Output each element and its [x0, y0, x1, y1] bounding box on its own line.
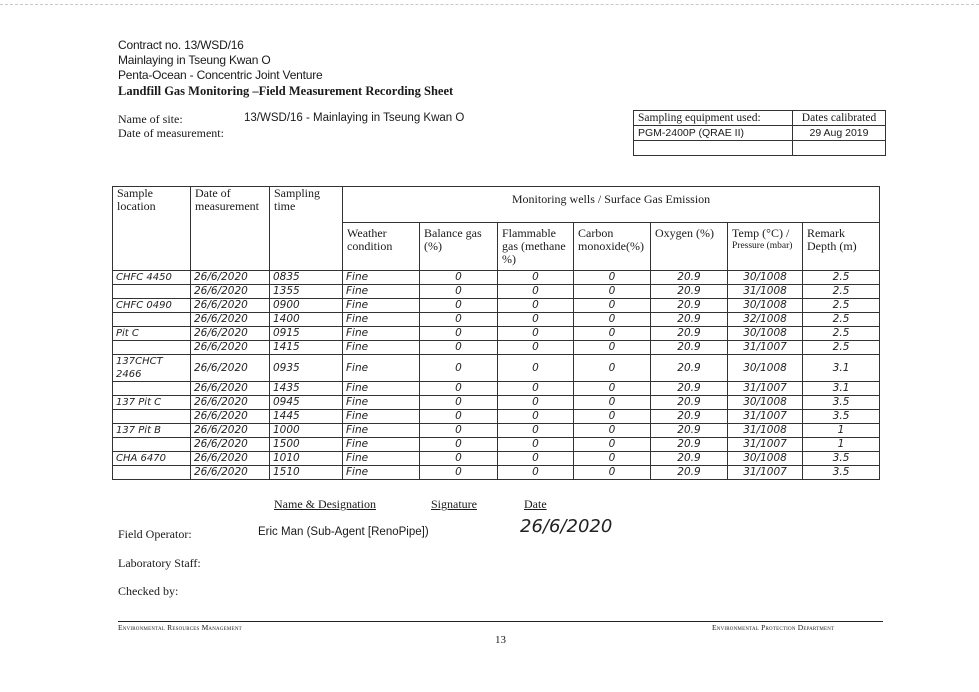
- cell-carbon-monoxide: 0: [574, 396, 651, 410]
- cell-carbon-monoxide: 0: [574, 327, 651, 341]
- header-remark: Remark: [807, 226, 845, 240]
- cell-carbon-monoxide: 0: [574, 452, 651, 466]
- cell-carbon-monoxide: 0: [574, 285, 651, 299]
- cell-date: 26/6/2020: [191, 424, 270, 438]
- cell-oxygen: 20.9: [651, 382, 728, 396]
- cell-location: [113, 466, 191, 480]
- cell-oxygen: 20.9: [651, 327, 728, 341]
- cell-carbon-monoxide: 0: [574, 438, 651, 452]
- cell-flammable-gas: 0: [498, 452, 574, 466]
- table-row: [113, 424, 880, 438]
- cell-carbon-monoxide: 0: [574, 299, 651, 313]
- cell-time: 1510: [270, 466, 343, 480]
- cell-balance-gas: 0: [420, 396, 498, 410]
- cell-location: CHA 6470: [113, 452, 191, 466]
- cell-location: CHFC 0490: [113, 299, 191, 313]
- cell-date: 26/6/2020: [191, 410, 270, 424]
- cell-depth: 2.5: [803, 285, 880, 299]
- header-pressure: Pressure (mbar): [732, 241, 793, 251]
- cell-depth: 3.1: [803, 355, 880, 382]
- cell-date: 26/6/2020: [191, 327, 270, 341]
- cell-balance-gas: 0: [420, 327, 498, 341]
- cell-depth: 3.5: [803, 466, 880, 480]
- site-name-label: Name of site:: [118, 112, 183, 126]
- field-operator-label: Field Operator:: [118, 527, 192, 541]
- table-row: [113, 396, 880, 410]
- cell-oxygen: 20.9: [651, 466, 728, 480]
- header-balance-gas: Balance gas (%): [420, 223, 498, 271]
- cell-time: 0945: [270, 396, 343, 410]
- header-carbon-monoxide: Carbon monoxide(%): [574, 223, 651, 271]
- cell-flammable-gas: 0: [498, 438, 574, 452]
- cell-temp-pressure: 32/1008: [728, 313, 803, 327]
- cell-date: 26/6/2020: [191, 299, 270, 313]
- cell-weather: Fine: [343, 466, 420, 480]
- cell-flammable-gas: 0: [498, 355, 574, 382]
- cell-time: 1000: [270, 424, 343, 438]
- cell-depth: 3.1: [803, 382, 880, 396]
- page-number: 13: [495, 634, 506, 646]
- cell-location: [113, 382, 191, 396]
- cell-date: 26/6/2020: [191, 382, 270, 396]
- cell-weather: Fine: [343, 327, 420, 341]
- cell-date: 26/6/2020: [191, 466, 270, 480]
- cell-time: 1435: [270, 382, 343, 396]
- cell-weather: Fine: [343, 299, 420, 313]
- cell-flammable-gas: 0: [498, 327, 574, 341]
- cell-flammable-gas: 0: [498, 396, 574, 410]
- cell-depth: 2.5: [803, 313, 880, 327]
- cell-temp-pressure: 31/1007: [728, 466, 803, 480]
- cell-weather: Fine: [343, 438, 420, 452]
- table-row: [113, 341, 880, 355]
- cell-balance-gas: 0: [420, 285, 498, 299]
- equipment-header: Sampling equipment used:: [634, 111, 793, 126]
- header-temp-pressure: [728, 223, 803, 271]
- cell-carbon-monoxide: 0: [574, 424, 651, 438]
- cell-temp-pressure: 30/1008: [728, 452, 803, 466]
- cell-location: [113, 410, 191, 424]
- cell-weather: Fine: [343, 410, 420, 424]
- cell-temp-pressure: 31/1007: [728, 438, 803, 452]
- cell-location: [113, 285, 191, 299]
- header-weather: Weather condition: [343, 223, 420, 271]
- cell-weather: Fine: [343, 271, 420, 285]
- calibrated-value: 29 Aug 2019: [793, 126, 886, 141]
- table-row: [113, 313, 880, 327]
- cell-date: 26/6/2020: [191, 285, 270, 299]
- cell-balance-gas: 0: [420, 341, 498, 355]
- cell-balance-gas: 0: [420, 410, 498, 424]
- cell-balance-gas: 0: [420, 299, 498, 313]
- cell-temp-pressure: 30/1008: [728, 396, 803, 410]
- table-row: [113, 438, 880, 452]
- cell-location: 137CHCT 2466: [113, 355, 191, 382]
- header-flammable-gas: Flammable gas (methane %): [498, 223, 574, 271]
- header-remark-depth: [803, 223, 880, 271]
- cell-balance-gas: 0: [420, 438, 498, 452]
- date-header: Date: [524, 497, 547, 511]
- table-row: [113, 466, 880, 480]
- cell-time: 1355: [270, 285, 343, 299]
- equipment-value: PGM-2400P (QRAE II): [634, 126, 793, 141]
- cell-depth: 2.5: [803, 299, 880, 313]
- cell-oxygen: 20.9: [651, 424, 728, 438]
- cell-balance-gas: 0: [420, 271, 498, 285]
- cell-location: 137 Pit C: [113, 396, 191, 410]
- cell-date: 26/6/2020: [191, 452, 270, 466]
- cell-flammable-gas: 0: [498, 313, 574, 327]
- cell-balance-gas: 0: [420, 355, 498, 382]
- cell-location: 137 Pit B: [113, 424, 191, 438]
- table-row: [113, 299, 880, 313]
- checked-by-label: Checked by:: [118, 584, 179, 598]
- cell-carbon-monoxide: 0: [574, 466, 651, 480]
- cell-oxygen: 20.9: [651, 355, 728, 382]
- cell-weather: Fine: [343, 424, 420, 438]
- cell-flammable-gas: 0: [498, 424, 574, 438]
- measurement-table: [112, 186, 880, 480]
- cell-balance-gas: 0: [420, 313, 498, 327]
- header-sample-location: Sample location: [113, 187, 191, 271]
- footer-left: Environmental Resources Management: [118, 623, 242, 632]
- signature-header: Signature: [431, 497, 477, 511]
- cell-oxygen: 20.9: [651, 410, 728, 424]
- cell-flammable-gas: 0: [498, 466, 574, 480]
- cell-location: CHFC 4450: [113, 271, 191, 285]
- cell-temp-pressure: 30/1008: [728, 355, 803, 382]
- cell-depth: 2.5: [803, 271, 880, 285]
- header-temp: Temp (°C) /: [732, 226, 790, 240]
- cell-depth: 3.5: [803, 410, 880, 424]
- table-row: [113, 285, 880, 299]
- cell-date: 26/6/2020: [191, 396, 270, 410]
- cell-carbon-monoxide: 0: [574, 271, 651, 285]
- table-row: [113, 355, 880, 382]
- cell-carbon-monoxide: 0: [574, 382, 651, 396]
- cell-date: 26/6/2020: [191, 271, 270, 285]
- cell-weather: Fine: [343, 452, 420, 466]
- name-designation-header: Name & Designation: [274, 497, 376, 511]
- cell-weather: Fine: [343, 341, 420, 355]
- cell-time: 0935: [270, 355, 343, 382]
- cell-oxygen: 20.9: [651, 341, 728, 355]
- cell-balance-gas: 0: [420, 466, 498, 480]
- calibrated-header: Dates calibrated: [793, 111, 886, 126]
- cell-time: 1415: [270, 341, 343, 355]
- cell-depth: 3.5: [803, 396, 880, 410]
- table-row: [113, 327, 880, 341]
- cell-temp-pressure: 30/1008: [728, 299, 803, 313]
- table-row: [113, 271, 880, 285]
- project-name: Mainlaying in Tseung Kwan O: [118, 53, 271, 67]
- cell-balance-gas: 0: [420, 452, 498, 466]
- cell-location: [113, 438, 191, 452]
- cell-flammable-gas: 0: [498, 341, 574, 355]
- cell-carbon-monoxide: 0: [574, 313, 651, 327]
- date-of-measurement-label: Date of measurement:: [118, 126, 224, 140]
- cell-oxygen: 20.9: [651, 285, 728, 299]
- cell-flammable-gas: 0: [498, 271, 574, 285]
- cell-temp-pressure: 31/1008: [728, 424, 803, 438]
- cell-temp-pressure: 30/1008: [728, 327, 803, 341]
- cell-oxygen: 20.9: [651, 452, 728, 466]
- cell-time: 0900: [270, 299, 343, 313]
- footer-rule: [118, 621, 883, 622]
- cell-flammable-gas: 0: [498, 410, 574, 424]
- cell-time: 1010: [270, 452, 343, 466]
- cell-carbon-monoxide: 0: [574, 341, 651, 355]
- table-row: [113, 382, 880, 396]
- cell-flammable-gas: 0: [498, 285, 574, 299]
- equipment-blank-cell: [634, 141, 793, 156]
- field-operator-name: Eric Man (Sub-Agent [RenoPipe]): [258, 526, 429, 538]
- table-row: [113, 452, 880, 466]
- cell-oxygen: 20.9: [651, 313, 728, 327]
- cell-oxygen: 20.9: [651, 438, 728, 452]
- cell-time: 1500: [270, 438, 343, 452]
- cell-location: [113, 341, 191, 355]
- cell-carbon-monoxide: 0: [574, 355, 651, 382]
- contract-number: Contract no. 13/WSD/16: [118, 38, 244, 52]
- cell-depth: 2.5: [803, 341, 880, 355]
- cell-oxygen: 20.9: [651, 299, 728, 313]
- cell-temp-pressure: 31/1007: [728, 410, 803, 424]
- footer-right: Environmental Protection Department: [712, 623, 835, 632]
- header-depth: Depth (m): [807, 239, 857, 253]
- cell-temp-pressure: 31/1007: [728, 382, 803, 396]
- cell-time: 1445: [270, 410, 343, 424]
- cell-weather: Fine: [343, 382, 420, 396]
- cell-depth: 2.5: [803, 327, 880, 341]
- header-monitoring-group: Monitoring wells / Surface Gas Emission: [343, 187, 880, 223]
- header-sampling-time: Sampling time: [270, 187, 343, 271]
- equipment-table: [633, 110, 886, 156]
- cell-date: 26/6/2020: [191, 341, 270, 355]
- sheet-title: Landfill Gas Monitoring –Field Measurement Recording Sheet: [118, 84, 454, 98]
- table-row: [113, 410, 880, 424]
- cell-time: 1400: [270, 313, 343, 327]
- cell-time: 0915: [270, 327, 343, 341]
- cell-balance-gas: 0: [420, 424, 498, 438]
- cell-weather: Fine: [343, 396, 420, 410]
- cell-time: 0835: [270, 271, 343, 285]
- cell-weather: Fine: [343, 285, 420, 299]
- cell-oxygen: 20.9: [651, 271, 728, 285]
- cell-date: 26/6/2020: [191, 313, 270, 327]
- header-date-of-measurement: Date of measurement: [191, 187, 270, 271]
- laboratory-staff-label: Laboratory Staff:: [118, 556, 201, 570]
- field-operator-date: 26/6/2020: [520, 516, 613, 537]
- scan-edge-line: [0, 4, 979, 5]
- cell-oxygen: 20.9: [651, 396, 728, 410]
- cell-date: 26/6/2020: [191, 438, 270, 452]
- cell-flammable-gas: 0: [498, 382, 574, 396]
- cell-temp-pressure: 31/1007: [728, 341, 803, 355]
- cell-location: [113, 313, 191, 327]
- cell-balance-gas: 0: [420, 382, 498, 396]
- cell-weather: Fine: [343, 355, 420, 382]
- cell-temp-pressure: 30/1008: [728, 271, 803, 285]
- cell-carbon-monoxide: 0: [574, 410, 651, 424]
- cell-depth: 1: [803, 424, 880, 438]
- cell-depth: 3.5: [803, 452, 880, 466]
- header-oxygen: Oxygen (%): [651, 223, 728, 271]
- cell-depth: 1: [803, 438, 880, 452]
- cell-location: Pit C: [113, 327, 191, 341]
- cell-flammable-gas: 0: [498, 299, 574, 313]
- site-name-value: 13/WSD/16 - Mainlaying in Tseung Kwan O: [244, 112, 465, 124]
- contractor-name: Penta-Ocean - Concentric Joint Venture: [118, 68, 323, 82]
- cell-temp-pressure: 31/1008: [728, 285, 803, 299]
- calibrated-blank-cell: [793, 141, 886, 156]
- cell-weather: Fine: [343, 313, 420, 327]
- cell-date: 26/6/2020: [191, 355, 270, 382]
